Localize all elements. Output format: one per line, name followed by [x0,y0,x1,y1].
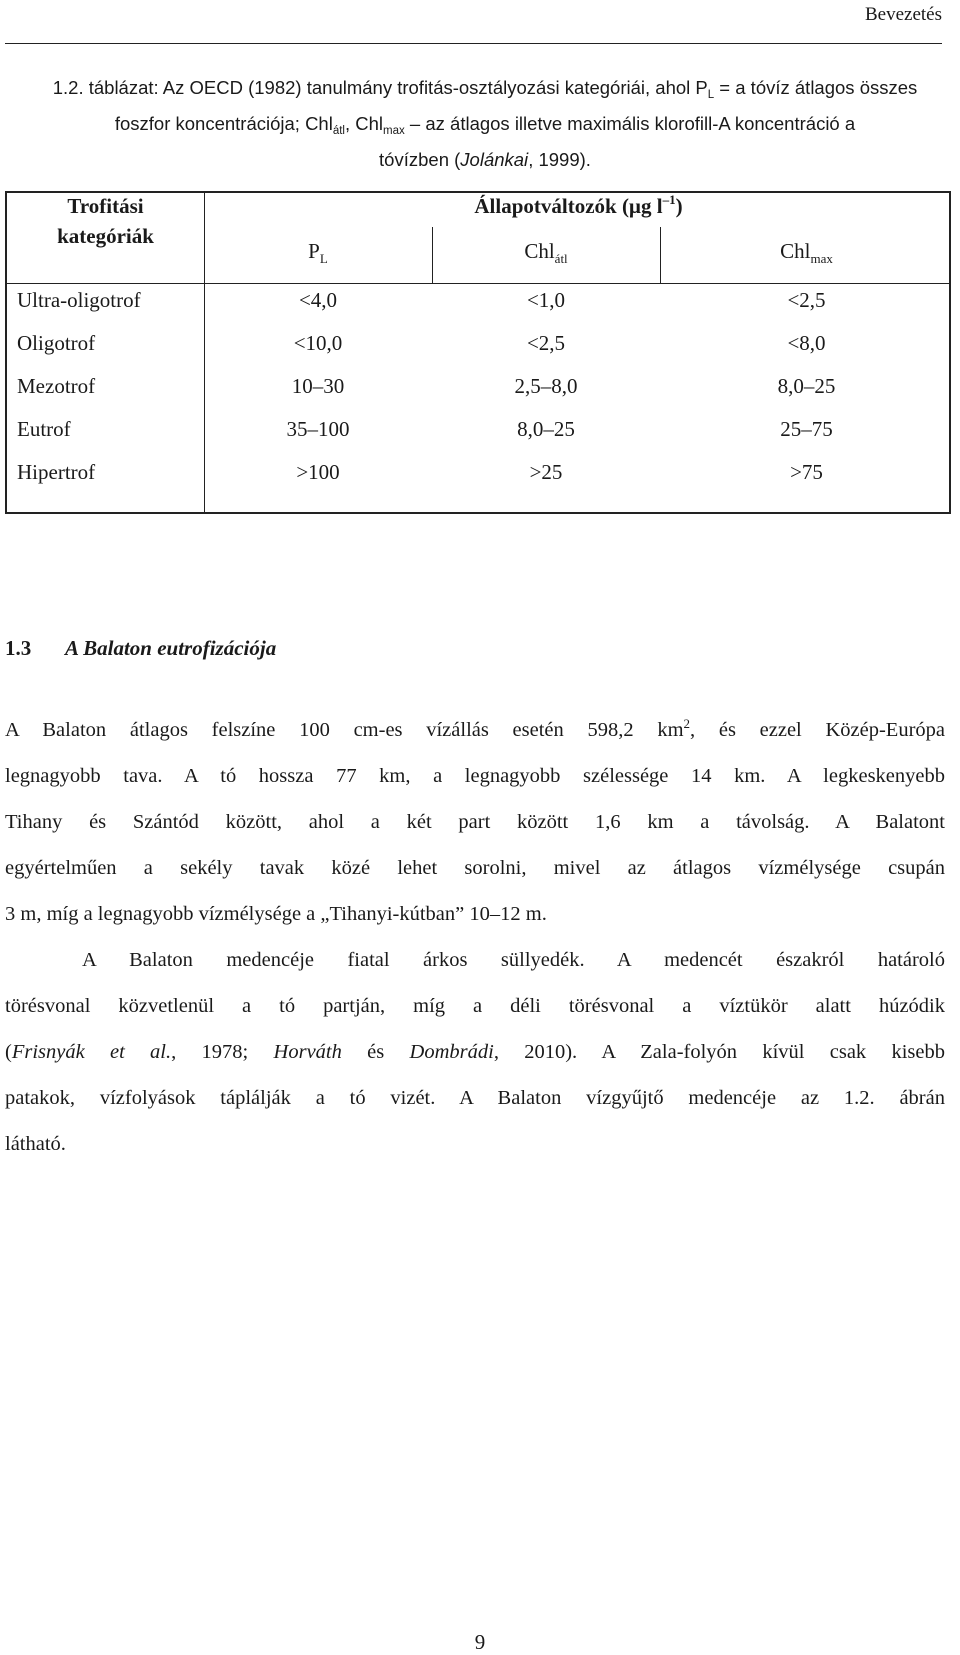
citation: Dombrádi [409,1041,494,1063]
paragraph-line: 3 m, míg a legnagyobb vízmélysége a „Tihanyi-kútban” 10–12 m. [5,903,547,925]
paragraph-line: A Balaton medencéje fiatal árkos süllyedék. A medencét északról határoló [82,949,945,971]
table-cell-chl-max: <8,0 [787,331,826,355]
category-header-line: kategóriák [57,224,154,248]
caption-text: tóvízben ( [379,149,461,170]
table-cell-pl: <10,0 [293,331,343,355]
table-caption [28,70,942,178]
citation: Horváth [273,1041,342,1063]
caption-text: = a tóvíz átlagos összes [714,77,918,98]
category-header [7,191,204,251]
state-variables-header [204,191,953,221]
table-header-rule [7,283,949,284]
citation: Frisnyák et al. [11,1041,172,1063]
group-header-exponent: –1 [662,192,676,207]
page-number: 9 [474,1630,486,1654]
table-cell-pl: 10–30 [291,374,345,398]
table-cell-chl-max: 25–75 [780,417,833,441]
caption-line-1 [28,70,942,106]
paragraph-1 [5,707,945,937]
paragraph-text: , 2010). A Zala-folyón kívül csak kisebb [493,1041,945,1063]
table-cell-chl-max: <2,5 [787,288,826,312]
chapter-label: Bevezetés [864,4,942,25]
superscript: 2 [683,716,691,732]
paragraph-line [5,1029,945,1075]
caption-subscript: max [383,125,405,137]
caption-line-2 [28,106,942,142]
table-row-category: Mezotrof [17,374,96,398]
caption-citation: Jolánkai [460,149,529,170]
group-header-text: ) [675,194,683,218]
caption-text: , 1999). [528,149,591,170]
table-cell-chl-avg: <2,5 [526,331,566,355]
paragraph-text: ( [5,1041,12,1063]
section-heading [5,636,276,661]
paragraph-line: Tihany és Szántód között, ahol a két part között 1,6 km a távolság. A Balatont [5,811,945,833]
paragraph-line: legnagyobb tava. A tó hossza 77 km, a legnagyobb szélessége 14 km. A legkeskenyebb [5,765,945,787]
paragraph-line: patakok, vízfolyások táplálják a tó vizét. A Balaton vízgyűjtő medencéje az 1.2. ábrán [5,1087,945,1109]
table-cell-chl-avg: >25 [529,460,563,484]
paragraph-line: törésvonal közvetlenül a tó partján, míg a déli törésvonal a víztükör alatt húzódik [5,995,945,1017]
paragraph-text: A Balaton átlagos felszíne 100 cm-es vízállás esetén 598,2 km [5,719,684,741]
table-cell-chl-avg: <1,0 [526,288,566,312]
col-header-text: P [308,239,320,263]
section-number: 1.3 [5,636,32,660]
group-header-text: Állapotváltozók (µg l [474,194,663,218]
table-row-category: Hipertrof [17,460,96,484]
paragraph-line [5,707,945,753]
caption-number: 1.2. [52,77,84,98]
header-rule [5,43,942,44]
caption-subscript: átl [332,125,345,137]
col-header-text: Chl [780,239,811,263]
paragraph-text: és [341,1041,410,1063]
table-cell-chl-max: 8,0–25 [777,374,836,398]
table-row-category: Ultra-oligotrof [17,288,141,312]
table-cell-chl-max: >75 [790,460,823,484]
section-title: A Balaton eutrofizációja [65,636,277,660]
caption-line-3 [28,142,942,178]
paragraph-text: , 1978; [171,1041,274,1063]
caption-text: foszfor koncentrációja; Chl [114,113,333,134]
paragraph-line: látható. [5,1133,66,1155]
table-cell-pl: >100 [296,460,340,484]
col-header-chl-avg [432,239,660,264]
paragraph-line: egyértelműen a sekély tavak közé lehet sorolni, mivel az átlagos vízmélysége csupán [5,857,945,879]
caption-text: táblázat: Az OECD (1982) tanulmány trofitás-osztályozási kategóriái, ahol P [88,77,708,98]
col-header-pl [204,239,432,264]
col-header-subscript: L [319,251,328,266]
paragraph-2 [5,937,945,1167]
table-cell-pl: 35–100 [286,417,350,441]
paragraph-text: , és ezzel Közép-Európa [690,719,945,741]
caption-text: , Chl [345,113,384,134]
table-cell-chl-avg: 2,5–8,0 [514,374,578,398]
col-header-subscript: max [810,251,833,266]
caption-subscript: L [707,89,715,101]
col-header-chl-max [660,239,953,264]
trophic-table [5,191,951,514]
table-row-category: Eutrof [17,417,71,441]
col-header-subscript: átl [554,251,568,266]
caption-text: – az átlagos illetve maximális klorofill-A koncentráció a [404,113,856,134]
running-header [0,0,960,46]
table-cell-chl-avg: 8,0–25 [517,417,575,441]
col-header-text: Chl [524,239,555,263]
table-row-category: Oligotrof [17,331,96,355]
category-header-line: Trofitási [67,194,144,218]
table-cell-pl: <4,0 [298,288,338,312]
